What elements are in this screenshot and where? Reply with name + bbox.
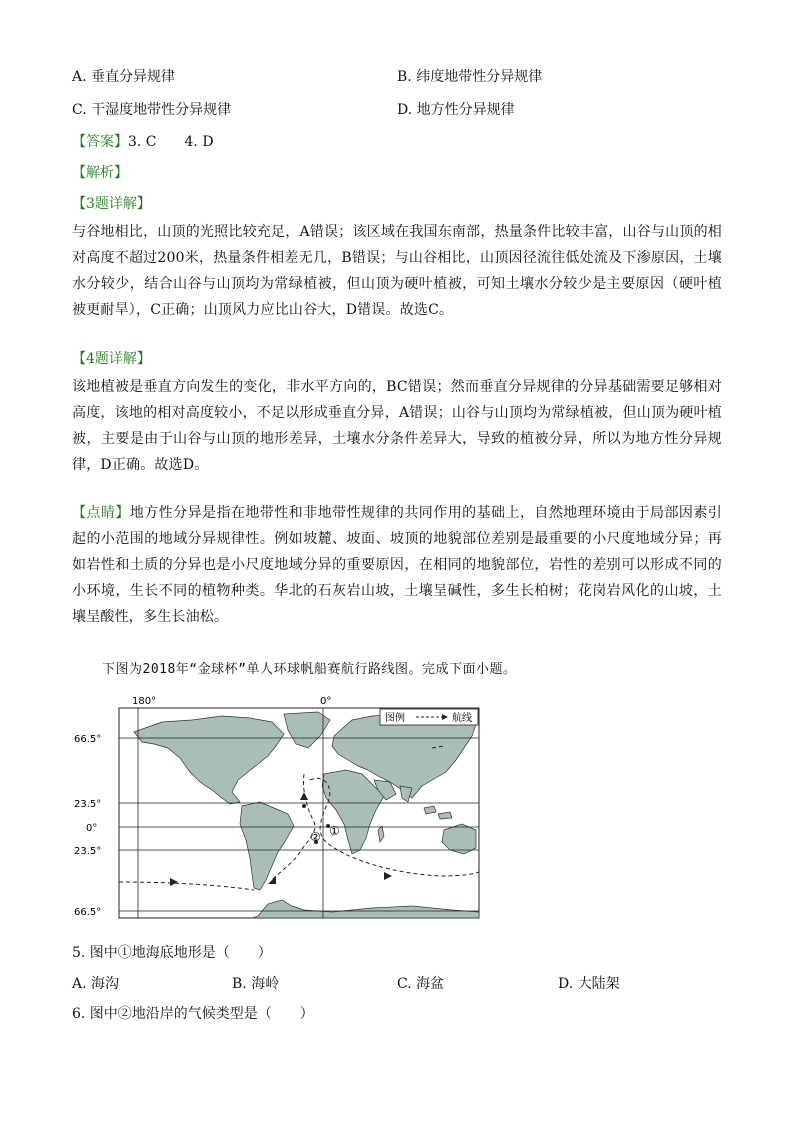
q5-option-c: C. 海盆 — [397, 976, 445, 992]
q3-label: 【3题详解】 — [72, 196, 151, 212]
lat-label-66-5n: 66.5° — [74, 734, 102, 745]
option-a: A. 垂直分异规律 — [72, 69, 176, 85]
q5-stem: 5. 图中①地海底地形是（ ） — [72, 945, 272, 961]
q4-label: 【4题详解】 — [72, 351, 151, 367]
option-b: B. 纬度地带性分异规律 — [397, 69, 543, 85]
legend-route-label: 航线 — [452, 713, 472, 724]
lat-label-0: 0° — [86, 823, 98, 834]
q4-explanation: 该地植被是垂直方向发生的变化，非水平方向的，BC错误；然而垂直分异规律的分异基础需要足够相对高度，该地的相对高度较小，不足以形成垂直分异，A错误；山谷与山顶均为常绿植被，但山顶为硬叶植被，主要是由于山谷与山顶的地形差异，土壤水分条件差异大，导致的植被分异，所以为地方性分异规律，D正确。故选D。 — [72, 379, 722, 473]
map-intro: 下图为2018年“金球杯”单人环球帆船赛航行路线图。完成下面小题。 — [102, 662, 517, 677]
lon-label-180: 180° — [132, 696, 157, 707]
answer-line — [72, 131, 214, 151]
q5-option-b: B. 海岭 — [232, 976, 280, 992]
q6-stem: 6. 图中②地沿岸的气候类型是（ ） — [72, 1006, 314, 1022]
q3-explanation: 与谷地相比，山顶的光照比较充足，A错误；该区域在我国东南部，热量条件比较丰富，山谷与山顶的相对高度不超过200米，热量条件相差无几，B错误；与山谷相比，山顶因径流往低处流及下渗原因，土壤水分较少，结合山谷与山顶均为常绿植被，但山顶为硬叶植被，可知土壤水分较少是主要原因（硬叶植被更耐旱），C正确；山顶风力应比山谷大，D错误。故选C。 — [72, 224, 722, 318]
answer-text: 3. C 4. D — [128, 134, 214, 150]
lat-label-23-5s: 23.5° — [74, 846, 102, 857]
q5-option-d: D. 大陆架 — [558, 976, 620, 992]
lat-label-66-5s: 66.5° — [74, 907, 102, 918]
option-c: C. 干湿度地带性分异规律 — [72, 102, 232, 118]
tip-paragraph — [72, 500, 722, 630]
tip-text: 地方性分异是指在地带性和非地带性规律的共同作用的基础上，自然地理环境由于局部因素引起的小范围的地域分异规律性。例如坡麓、坡面、坡顶的地貌部位差别是最重要的小尺度地域分异；再如岩性和土质的分异也是小尺度地域分异的重要原因，在相同的地貌部位，岩性的差别可以形成不同的小环境，生长不同的植物种类。华北的石灰岩山坡，土壤呈碱性，多生长柏树；花岗岩风化的山坡，土壤呈酸性，多生长油松。 — [72, 505, 722, 625]
lon-label-0: 0° — [320, 696, 332, 707]
marker-1: ① — [329, 824, 340, 838]
route-map — [72, 690, 492, 925]
tip-label: 【点睛】 — [72, 505, 130, 521]
q5-option-a: A. 海沟 — [72, 976, 120, 992]
legend-title: 图例 — [385, 713, 405, 724]
lat-label-23-5n: 23.5° — [74, 799, 102, 810]
marker-2: ② — [310, 830, 321, 844]
answer-label: 【答案】 — [72, 134, 128, 150]
analysis-label: 【解析】 — [72, 165, 128, 181]
option-d: D. 地方性分异规律 — [397, 102, 515, 118]
